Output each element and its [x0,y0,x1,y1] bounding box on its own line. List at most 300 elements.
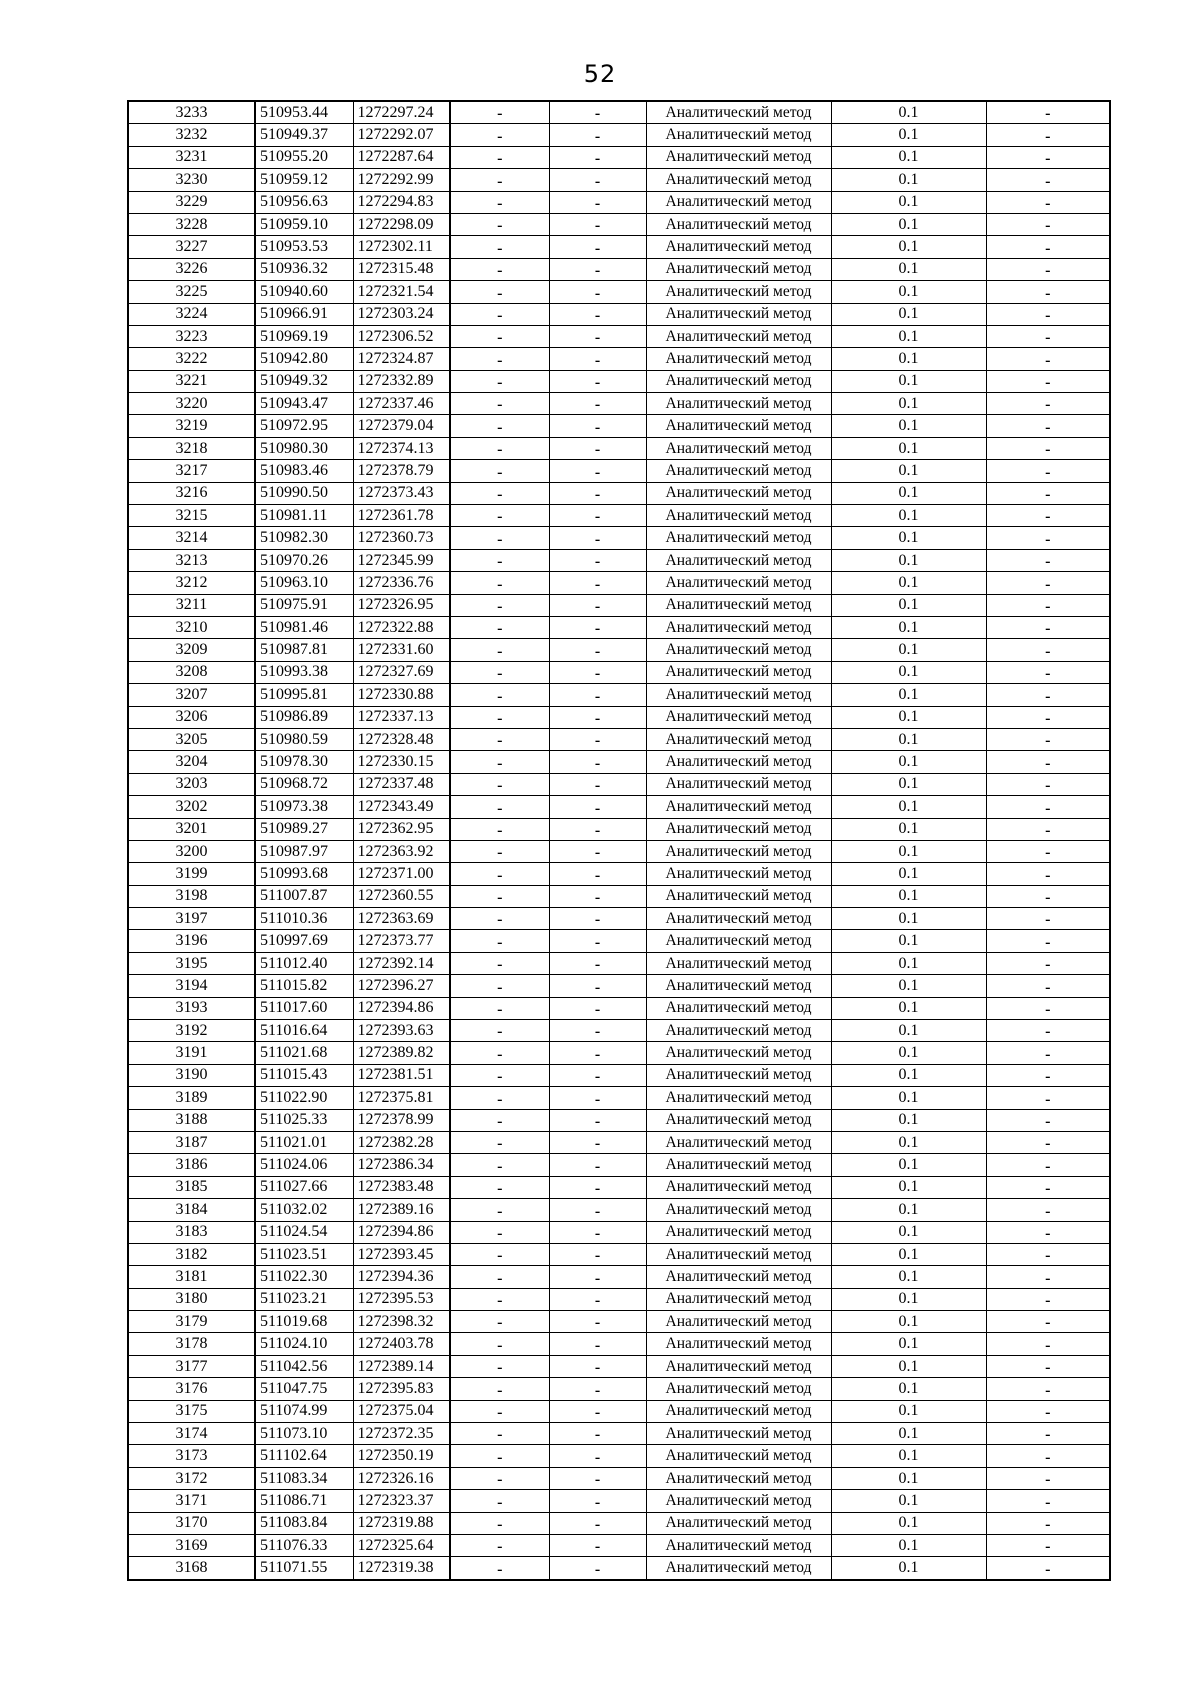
method-cell: Аналитический метод [646,213,831,235]
method-cell: Аналитический метод [646,460,831,482]
empty-value-cell: - [450,101,549,124]
y-coordinate-cell: 1272381.51 [353,1064,450,1086]
method-cell: Аналитический метод [646,1423,831,1445]
precision-cell: 0.1 [831,1154,986,1176]
point-number-cell: 3232 [128,124,255,146]
empty-value-cell: - [986,437,1110,459]
empty-value-cell: - [549,1490,646,1512]
x-coordinate-cell: 511042.56 [255,1355,353,1377]
point-number-cell: 3194 [128,975,255,997]
precision-cell: 0.1 [831,1221,986,1243]
table-row [128,975,1110,997]
x-coordinate-cell: 510993.68 [255,863,353,885]
precision-cell: 0.1 [831,997,986,1019]
empty-value-cell: - [986,393,1110,415]
precision-cell: 0.1 [831,661,986,683]
y-coordinate-cell: 1272343.49 [353,796,450,818]
point-number-cell: 3204 [128,751,255,773]
empty-value-cell: - [450,952,549,974]
precision-cell: 0.1 [831,1020,986,1042]
table-row [128,258,1110,280]
x-coordinate-cell: 510982.30 [255,527,353,549]
empty-value-cell: - [549,1042,646,1064]
precision-cell: 0.1 [831,1557,986,1580]
table-row [128,706,1110,728]
empty-value-cell: - [986,751,1110,773]
table-row [128,1423,1110,1445]
empty-value-cell: - [549,258,646,280]
table-row [128,1311,1110,1333]
point-number-cell: 3214 [128,527,255,549]
method-cell: Аналитический метод [646,482,831,504]
empty-value-cell: - [450,818,549,840]
empty-value-cell: - [986,1288,1110,1310]
empty-value-cell: - [549,572,646,594]
y-coordinate-cell: 1272375.04 [353,1400,450,1422]
point-number-cell: 3224 [128,303,255,325]
empty-value-cell: - [549,863,646,885]
point-number-cell: 3193 [128,997,255,1019]
table-row [128,728,1110,750]
empty-value-cell: - [986,549,1110,571]
x-coordinate-cell: 511016.64 [255,1020,353,1042]
table-row [128,505,1110,527]
point-number-cell: 3208 [128,661,255,683]
table-row [128,1288,1110,1310]
table-row [128,908,1110,930]
empty-value-cell: - [549,684,646,706]
y-coordinate-cell: 1272303.24 [353,303,450,325]
empty-value-cell: - [986,258,1110,280]
y-coordinate-cell: 1272330.15 [353,751,450,773]
x-coordinate-cell: 511022.30 [255,1266,353,1288]
y-coordinate-cell: 1272395.53 [353,1288,450,1310]
precision-cell: 0.1 [831,258,986,280]
precision-cell: 0.1 [831,706,986,728]
point-number-cell: 3180 [128,1288,255,1310]
empty-value-cell: - [986,1087,1110,1109]
precision-cell: 0.1 [831,101,986,124]
empty-value-cell: - [450,1042,549,1064]
empty-value-cell: - [549,751,646,773]
y-coordinate-cell: 1272393.63 [353,1020,450,1042]
point-number-cell: 3169 [128,1535,255,1557]
y-coordinate-cell: 1272371.00 [353,863,450,885]
method-cell: Аналитический метод [646,1512,831,1534]
point-number-cell: 3217 [128,460,255,482]
empty-value-cell: - [986,505,1110,527]
table-row [128,594,1110,616]
x-coordinate-cell: 511027.66 [255,1176,353,1198]
table-body [128,101,1110,1580]
empty-value-cell: - [986,281,1110,303]
x-coordinate-cell: 511021.68 [255,1042,353,1064]
precision-cell: 0.1 [831,1423,986,1445]
y-coordinate-cell: 1272319.38 [353,1557,450,1580]
empty-value-cell: - [549,1064,646,1086]
point-number-cell: 3201 [128,818,255,840]
x-coordinate-cell: 511071.55 [255,1557,353,1580]
y-coordinate-cell: 1272362.95 [353,818,450,840]
table-row [128,325,1110,347]
x-coordinate-cell: 511024.10 [255,1333,353,1355]
x-coordinate-cell: 510981.46 [255,616,353,638]
empty-value-cell: - [450,415,549,437]
empty-value-cell: - [986,191,1110,213]
empty-value-cell: - [450,1467,549,1489]
method-cell: Аналитический метод [646,1020,831,1042]
empty-value-cell: - [450,1064,549,1086]
empty-value-cell: - [549,124,646,146]
empty-value-cell: - [549,437,646,459]
precision-cell: 0.1 [831,191,986,213]
empty-value-cell: - [986,952,1110,974]
point-number-cell: 3172 [128,1467,255,1489]
x-coordinate-cell: 510959.10 [255,213,353,235]
empty-value-cell: - [986,325,1110,347]
table-row [128,303,1110,325]
y-coordinate-cell: 1272297.24 [353,101,450,124]
x-coordinate-cell: 511024.54 [255,1221,353,1243]
empty-value-cell: - [549,1557,646,1580]
table-row [128,1400,1110,1422]
table-row [128,527,1110,549]
method-cell: Аналитический метод [646,1266,831,1288]
empty-value-cell: - [450,616,549,638]
table-row [128,1042,1110,1064]
y-coordinate-cell: 1272332.89 [353,370,450,392]
point-number-cell: 3205 [128,728,255,750]
y-coordinate-cell: 1272302.11 [353,236,450,258]
y-coordinate-cell: 1272360.55 [353,885,450,907]
empty-value-cell: - [549,1266,646,1288]
empty-value-cell: - [986,348,1110,370]
empty-value-cell: - [450,325,549,347]
point-number-cell: 3229 [128,191,255,213]
method-cell: Аналитический метод [646,1131,831,1153]
precision-cell: 0.1 [831,952,986,974]
empty-value-cell: - [986,908,1110,930]
empty-value-cell: - [450,348,549,370]
table-row [128,840,1110,862]
precision-cell: 0.1 [831,594,986,616]
method-cell: Аналитический метод [646,1445,831,1467]
precision-cell: 0.1 [831,863,986,885]
method-cell: Аналитический метод [646,124,831,146]
x-coordinate-cell: 511017.60 [255,997,353,1019]
precision-cell: 0.1 [831,1400,986,1422]
empty-value-cell: - [450,393,549,415]
x-coordinate-cell: 510963.10 [255,572,353,594]
y-coordinate-cell: 1272373.77 [353,930,450,952]
precision-cell: 0.1 [831,281,986,303]
y-coordinate-cell: 1272294.83 [353,191,450,213]
empty-value-cell: - [986,1355,1110,1377]
method-cell: Аналитический метод [646,975,831,997]
empty-value-cell: - [549,1288,646,1310]
empty-value-cell: - [549,728,646,750]
point-number-cell: 3199 [128,863,255,885]
empty-value-cell: - [450,191,549,213]
precision-cell: 0.1 [831,1288,986,1310]
method-cell: Аналитический метод [646,1557,831,1580]
empty-value-cell: - [549,1109,646,1131]
empty-value-cell: - [450,258,549,280]
empty-value-cell: - [549,213,646,235]
y-coordinate-cell: 1272382.28 [353,1131,450,1153]
x-coordinate-cell: 510978.30 [255,751,353,773]
empty-value-cell: - [450,1423,549,1445]
method-cell: Аналитический метод [646,191,831,213]
empty-value-cell: - [450,684,549,706]
x-coordinate-cell: 510949.37 [255,124,353,146]
table-row [128,1199,1110,1221]
empty-value-cell: - [549,325,646,347]
x-coordinate-cell: 510936.32 [255,258,353,280]
empty-value-cell: - [986,101,1110,124]
method-cell: Аналитический метод [646,616,831,638]
y-coordinate-cell: 1272306.52 [353,325,450,347]
y-coordinate-cell: 1272337.13 [353,706,450,728]
table-row [128,1154,1110,1176]
table-row [128,101,1110,124]
empty-value-cell: - [450,1109,549,1131]
precision-cell: 0.1 [831,527,986,549]
empty-value-cell: - [549,1087,646,1109]
empty-value-cell: - [450,1445,549,1467]
empty-value-cell: - [450,930,549,952]
y-coordinate-cell: 1272389.16 [353,1199,450,1221]
method-cell: Аналитический метод [646,1176,831,1198]
x-coordinate-cell: 511022.90 [255,1087,353,1109]
empty-value-cell: - [549,930,646,952]
empty-value-cell: - [986,1423,1110,1445]
table-row [128,281,1110,303]
x-coordinate-cell: 510953.53 [255,236,353,258]
empty-value-cell: - [986,415,1110,437]
empty-value-cell: - [549,1221,646,1243]
table-row [128,415,1110,437]
method-cell: Аналитический метод [646,348,831,370]
point-number-cell: 3183 [128,1221,255,1243]
empty-value-cell: - [986,1020,1110,1042]
precision-cell: 0.1 [831,684,986,706]
method-cell: Аналитический метод [646,437,831,459]
empty-value-cell: - [986,616,1110,638]
precision-cell: 0.1 [831,505,986,527]
table-row [128,818,1110,840]
empty-value-cell: - [986,1400,1110,1422]
empty-value-cell: - [450,146,549,168]
point-number-cell: 3196 [128,930,255,952]
y-coordinate-cell: 1272394.36 [353,1266,450,1288]
method-cell: Аналитический метод [646,706,831,728]
method-cell: Аналитический метод [646,639,831,661]
y-coordinate-cell: 1272383.48 [353,1176,450,1198]
table-row [128,1355,1110,1377]
empty-value-cell: - [986,370,1110,392]
precision-cell: 0.1 [831,303,986,325]
empty-value-cell: - [450,639,549,661]
y-coordinate-cell: 1272350.19 [353,1445,450,1467]
x-coordinate-cell: 511019.68 [255,1311,353,1333]
empty-value-cell: - [549,885,646,907]
y-coordinate-cell: 1272394.86 [353,1221,450,1243]
point-number-cell: 3209 [128,639,255,661]
table-row [128,146,1110,168]
empty-value-cell: - [450,124,549,146]
y-coordinate-cell: 1272363.69 [353,908,450,930]
point-number-cell: 3192 [128,1020,255,1042]
y-coordinate-cell: 1272298.09 [353,213,450,235]
empty-value-cell: - [549,415,646,437]
empty-value-cell: - [986,1064,1110,1086]
precision-cell: 0.1 [831,1131,986,1153]
empty-value-cell: - [450,281,549,303]
point-number-cell: 3191 [128,1042,255,1064]
table-row [128,348,1110,370]
empty-value-cell: - [450,1288,549,1310]
empty-value-cell: - [549,1154,646,1176]
x-coordinate-cell: 510983.46 [255,460,353,482]
x-coordinate-cell: 511010.36 [255,908,353,930]
precision-cell: 0.1 [831,1109,986,1131]
y-coordinate-cell: 1272398.32 [353,1311,450,1333]
point-number-cell: 3211 [128,594,255,616]
precision-cell: 0.1 [831,751,986,773]
point-number-cell: 3215 [128,505,255,527]
x-coordinate-cell: 510943.47 [255,393,353,415]
point-number-cell: 3206 [128,706,255,728]
empty-value-cell: - [549,1176,646,1198]
empty-value-cell: - [986,1131,1110,1153]
x-coordinate-cell: 510989.27 [255,818,353,840]
precision-cell: 0.1 [831,1176,986,1198]
y-coordinate-cell: 1272324.87 [353,348,450,370]
empty-value-cell: - [549,1467,646,1489]
empty-value-cell: - [986,1243,1110,1265]
y-coordinate-cell: 1272326.95 [353,594,450,616]
precision-cell: 0.1 [831,415,986,437]
table-row [128,1557,1110,1580]
table-row [128,437,1110,459]
empty-value-cell: - [986,1445,1110,1467]
precision-cell: 0.1 [831,437,986,459]
empty-value-cell: - [450,751,549,773]
method-cell: Аналитический метод [646,1154,831,1176]
empty-value-cell: - [450,213,549,235]
empty-value-cell: - [986,1333,1110,1355]
empty-value-cell: - [549,169,646,191]
precision-cell: 0.1 [831,1355,986,1377]
x-coordinate-cell: 511015.43 [255,1064,353,1086]
method-cell: Аналитический метод [646,1490,831,1512]
point-number-cell: 3198 [128,885,255,907]
empty-value-cell: - [549,952,646,974]
x-coordinate-cell: 510987.97 [255,840,353,862]
point-number-cell: 3186 [128,1154,255,1176]
table-row [128,169,1110,191]
x-coordinate-cell: 510972.95 [255,415,353,437]
method-cell: Аналитический метод [646,1109,831,1131]
table-row [128,997,1110,1019]
y-coordinate-cell: 1272321.54 [353,281,450,303]
method-cell: Аналитический метод [646,505,831,527]
precision-cell: 0.1 [831,1311,986,1333]
point-number-cell: 3170 [128,1512,255,1534]
method-cell: Аналитический метод [646,303,831,325]
page-number: 52 [583,60,617,88]
x-coordinate-cell: 511021.01 [255,1131,353,1153]
method-cell: Аналитический метод [646,393,831,415]
y-coordinate-cell: 1272331.60 [353,639,450,661]
precision-cell: 0.1 [831,885,986,907]
y-coordinate-cell: 1272361.78 [353,505,450,527]
table-row [128,482,1110,504]
y-coordinate-cell: 1272373.43 [353,482,450,504]
y-coordinate-cell: 1272395.83 [353,1378,450,1400]
point-number-cell: 3184 [128,1199,255,1221]
empty-value-cell: - [986,661,1110,683]
x-coordinate-cell: 510949.32 [255,370,353,392]
empty-value-cell: - [549,236,646,258]
method-cell: Аналитический метод [646,169,831,191]
x-coordinate-cell: 511007.87 [255,885,353,907]
table-row [128,1087,1110,1109]
method-cell: Аналитический метод [646,1378,831,1400]
x-coordinate-cell: 511086.71 [255,1490,353,1512]
table-row [128,616,1110,638]
empty-value-cell: - [450,1311,549,1333]
x-coordinate-cell: 510995.81 [255,684,353,706]
method-cell: Аналитический метод [646,796,831,818]
empty-value-cell: - [450,169,549,191]
method-cell: Аналитический метод [646,661,831,683]
y-coordinate-cell: 1272337.48 [353,773,450,795]
y-coordinate-cell: 1272386.34 [353,1154,450,1176]
empty-value-cell: - [450,1378,549,1400]
empty-value-cell: - [450,908,549,930]
empty-value-cell: - [549,303,646,325]
table-row [128,930,1110,952]
precision-cell: 0.1 [831,169,986,191]
method-cell: Аналитический метод [646,236,831,258]
method-cell: Аналитический метод [646,1311,831,1333]
table-row [128,773,1110,795]
x-coordinate-cell: 511047.75 [255,1378,353,1400]
precision-cell: 0.1 [831,1064,986,1086]
empty-value-cell: - [450,1490,549,1512]
empty-value-cell: - [450,1266,549,1288]
y-coordinate-cell: 1272363.92 [353,840,450,862]
empty-value-cell: - [450,1020,549,1042]
empty-value-cell: - [986,773,1110,795]
table-row [128,1535,1110,1557]
point-number-cell: 3202 [128,796,255,818]
empty-value-cell: - [450,1512,549,1534]
precision-cell: 0.1 [831,1378,986,1400]
empty-value-cell: - [450,1243,549,1265]
empty-value-cell: - [549,908,646,930]
empty-value-cell: - [986,1221,1110,1243]
x-coordinate-cell: 511023.21 [255,1288,353,1310]
empty-value-cell: - [549,505,646,527]
x-coordinate-cell: 510959.12 [255,169,353,191]
method-cell: Аналитический метод [646,527,831,549]
empty-value-cell: - [549,1512,646,1534]
empty-value-cell: - [986,1490,1110,1512]
precision-cell: 0.1 [831,840,986,862]
